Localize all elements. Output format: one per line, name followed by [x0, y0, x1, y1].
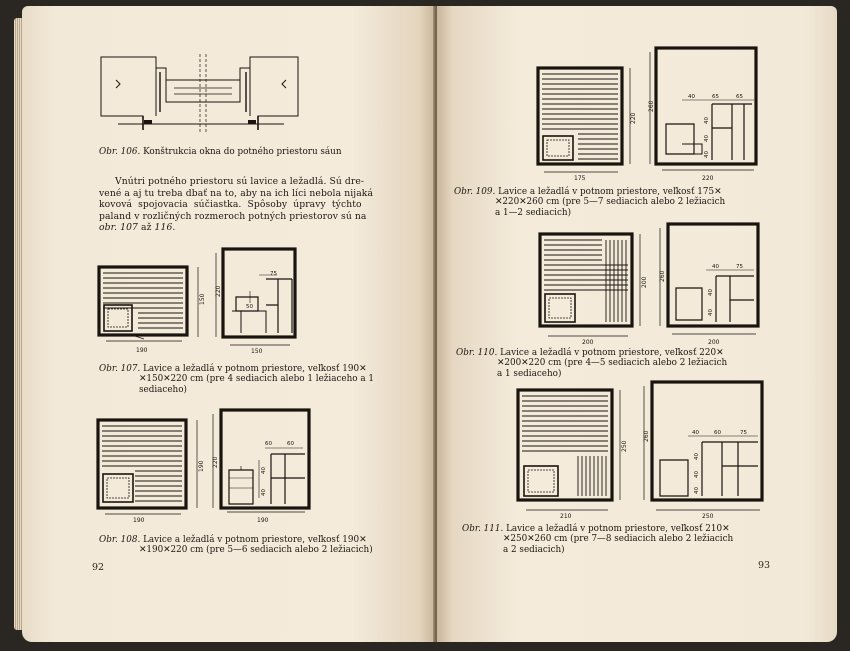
fig110-caption-number: Obr. 110.	[456, 348, 498, 358]
fig108-dim-a: 60	[265, 441, 272, 447]
fig107-plan-height: 150	[199, 293, 206, 305]
fig108-drawing	[95, 408, 315, 528]
fig108-caption-line: ✕190✕220 cm (pre 5—6 sediacich alebo 2 ležiacich)	[139, 545, 373, 556]
fig111-drawing	[512, 380, 782, 520]
fig107-plan-width: 190	[136, 347, 148, 354]
page-number-right: 93	[758, 560, 771, 571]
fig106-caption-text: Konštrukcia okna do potného priestoru sáun	[143, 147, 342, 157]
fig109-dim-c: 65	[736, 94, 743, 100]
fig107-dim-b: 50	[246, 304, 253, 310]
fig111-dim-f: 40	[694, 487, 700, 494]
fig110-caption-line: Lavice a ležadlá v potnom priestore, veľkosť 220✕	[500, 348, 724, 358]
fig107-section-width: 150	[251, 348, 263, 355]
fig111-plan-height: 250	[621, 440, 628, 452]
fig111-caption	[462, 524, 782, 555]
fig111-caption-line: a 2 sediacich)	[503, 544, 565, 555]
fig109-caption	[454, 187, 784, 218]
fig110-drawing	[536, 220, 776, 350]
fig110-dim-d: 40	[708, 309, 714, 316]
fig109-drawing	[532, 44, 772, 184]
fig108-plan-height: 190	[198, 460, 205, 472]
fig107-dim-a: 75	[270, 271, 277, 277]
figure-reference: 116	[154, 222, 173, 234]
fig108-caption-number: Obr. 108.	[99, 535, 141, 545]
fig111-caption-line: Lavice a ležadlá v potnom priestore, veľkosť 210✕	[506, 524, 730, 534]
fig108-caption-line: Lavice a ležadlá v potnom priestore, veľkosť 190✕	[143, 535, 367, 545]
fig109-section-width: 220	[702, 175, 714, 182]
fig106-window-drawing	[98, 54, 303, 134]
fig107-section-height: 220	[215, 285, 222, 297]
fig107-caption-line: ✕150✕220 cm (pre 4 sediacich alebo 1 ležiaceho a 1	[139, 374, 375, 385]
fig111-plan-width: 210	[560, 513, 572, 520]
fig109-caption-line: Lavice a ležadlá v potnom priestore, veľkosť 175✕	[498, 187, 722, 197]
page-number-left: 92	[92, 562, 105, 573]
fig107-caption-line: Lavice a ležadlá v potnom priestore, veľkosť 190✕	[143, 364, 367, 374]
fig109-caption-number: Obr. 109.	[454, 187, 496, 197]
fig107-caption	[99, 364, 404, 395]
fig110-plan-height: 200	[641, 276, 648, 288]
body-line: vené a aj tu treba dbať na to, aby na ich líci nebola nijaká	[99, 187, 374, 199]
body-line-last: obr. 107 až 116.	[99, 222, 176, 234]
fig110-section-width: 200	[708, 339, 720, 346]
fig110-section-height: 260	[659, 270, 666, 282]
fig111-section-width: 250	[702, 513, 714, 520]
body-line: Vnútri potného priestoru sú lavice a ležadlá. Sú dre-	[115, 176, 365, 187]
fig106-caption-number: Obr. 106.	[99, 147, 141, 157]
fig109-section-height: 260	[648, 100, 655, 112]
fig109-dim-f: 40	[704, 151, 710, 158]
fig106-caption	[99, 147, 429, 157]
fig107-caption-number: Obr. 107.	[99, 364, 141, 374]
fig109-plan-height: 220	[630, 112, 637, 124]
fig111-section-height: 260	[643, 430, 650, 442]
fig109-dim-d: 40	[704, 117, 710, 124]
fig110-caption-line: ✕200✕220 cm (pre 4—5 sediacich alebo 2 ležiacich	[497, 358, 728, 369]
fig108-section-height: 220	[212, 456, 219, 468]
fig111-dim-a: 40	[692, 430, 699, 436]
fig109-dim-e: 40	[704, 135, 710, 142]
fig108-dim-d: 40	[261, 489, 267, 496]
fig110-plan-width: 200	[582, 339, 594, 346]
fig107-drawing	[96, 245, 308, 357]
fig110-dim-a: 40	[712, 264, 719, 270]
fig107-caption-line: sediaceho)	[139, 384, 187, 395]
fig111-caption-line: ✕250✕260 cm (pre 7—8 sediacich alebo 2 ležiacich	[503, 534, 734, 545]
fig109-caption-line: a 1—2 sediacich)	[495, 207, 572, 218]
fig111-dim-e: 40	[694, 471, 700, 478]
fig108-section-width: 190	[257, 517, 269, 524]
fig109-dim-b: 65	[712, 94, 719, 100]
fig110-dim-b: 75	[736, 264, 743, 270]
fig111-dim-c: 75	[740, 430, 747, 436]
body-line: paland v rozličných rozmeroch potných priestorov sú na	[99, 210, 367, 222]
fig110-dim-c: 40	[708, 289, 714, 296]
fig108-dim-b: 60	[287, 441, 294, 447]
fig111-caption-number: Obr. 111.	[462, 524, 504, 534]
fig110-caption-line: a 1 sediaceho)	[497, 368, 562, 379]
fig108-plan-width: 190	[133, 517, 145, 524]
fig111-dim-d: 40	[694, 453, 700, 460]
fig108-dim-c: 40	[261, 467, 267, 474]
fig109-caption-line: ✕220✕260 cm (pre 5—7 sediacich alebo 2 ležiacich	[495, 197, 726, 208]
fig108-caption	[99, 535, 404, 556]
fig109-dim-a: 40	[688, 94, 695, 100]
figure-reference: obr. 107	[99, 222, 138, 234]
fig111-dim-b: 60	[714, 430, 721, 436]
fig109-plan-width: 175	[574, 175, 586, 182]
body-paragraph	[99, 176, 409, 234]
fig110-caption	[456, 348, 786, 379]
body-line: kovová spojovacia súčiastka. Spôsoby úpravy týchto	[99, 199, 362, 211]
